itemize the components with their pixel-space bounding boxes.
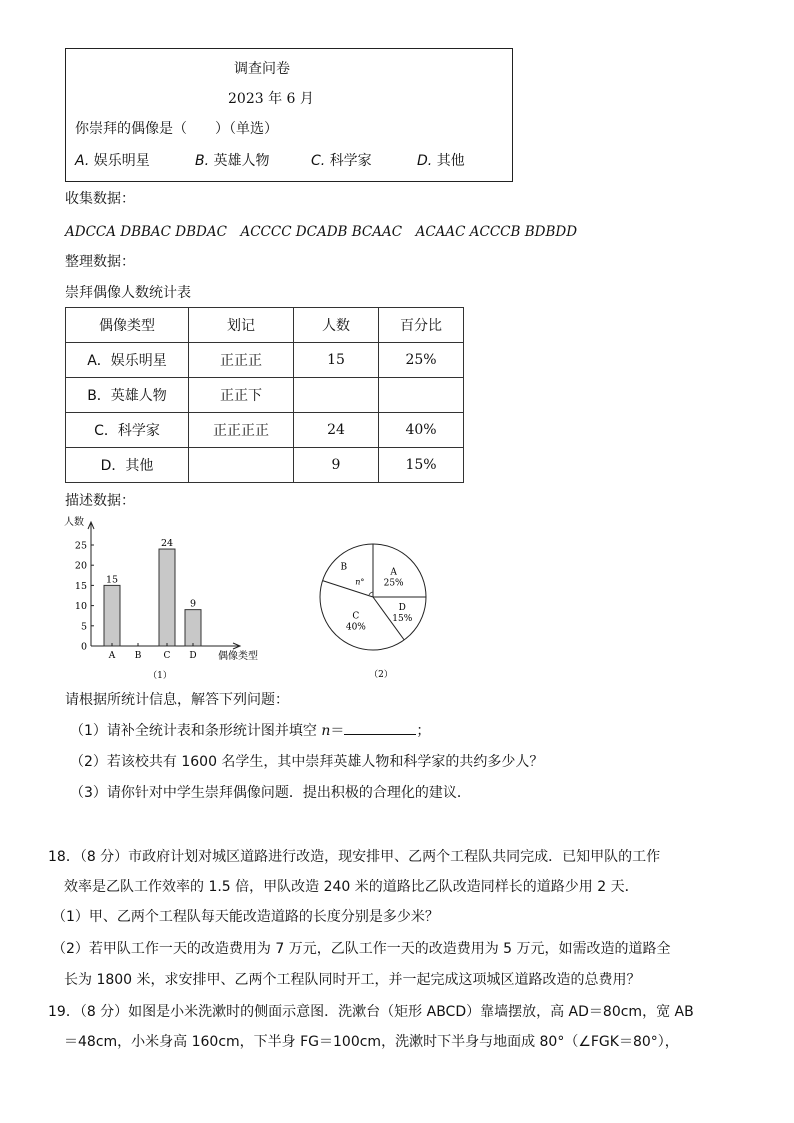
bar-data-label: 9 (189, 598, 197, 610)
problem-18-sub-2-line-1: （2）若甲队工作一天的改造费用为 7 万元，乙队工作一天的改造费用为 5 万元，如需改造的道路全 (52, 941, 671, 957)
pie-slice-value: 15% (392, 613, 413, 624)
bar-data-label: 24 (160, 538, 174, 550)
pie-chart (310, 522, 450, 682)
x-tick-label: C (163, 651, 171, 661)
pie-slice-value: n° (355, 577, 365, 587)
survey-option-d: D. 其他 (417, 153, 465, 169)
type-cell: A．娱乐明星 (66, 343, 189, 378)
pie-slice-value: 25% (383, 578, 404, 589)
problem-18-line-1: 18．（8 分）市政府计划对城区道路进行改造，现安排甲、乙两个工程队共同完成．已知甲队的工作 (48, 849, 661, 865)
count-cell: 15 (294, 343, 379, 378)
percent-cell (379, 378, 464, 413)
pie-slice-label: D (398, 602, 406, 613)
table-row (66, 448, 464, 483)
y-tick-label: 0 (80, 641, 87, 653)
type-cell: C．科学家 (66, 413, 189, 448)
problem-18-line-2: 效率是乙队工作效率的 1.5 倍，甲队改造 240 米的道路比乙队改造同样长的道路少用 2 天． (64, 879, 639, 895)
tally-cell: 正正正正 (189, 413, 294, 448)
collect-heading: 收集数据： (65, 191, 135, 207)
problem-18-sub-2-line-2: 长为 1800 米，求安排甲、乙两个工程队同时开工，并一起完成这项城区道路改造的总费用？ (64, 972, 641, 988)
bar (185, 610, 201, 646)
table-row (66, 413, 464, 448)
percent-cell: 40% (379, 413, 464, 448)
tally-cell: 正正下 (189, 378, 294, 413)
problem-19-line-2: ＝48cm，小米身高 160cm，下半身 FG＝100cm，洗漱时下半身与地面成 80°（∠FGK＝80°）， (64, 1034, 679, 1050)
survey-option-c: C. 科学家 (311, 153, 372, 169)
type-cell: D．其他 (66, 448, 189, 483)
y-tick-label: 5 (80, 621, 87, 633)
tally-cell (189, 448, 294, 483)
y-axis-label: 人数 (64, 517, 84, 528)
header-cell: 划记 (189, 308, 294, 343)
bar (104, 585, 120, 646)
question-3: （3）请你针对中学生崇拜偶像问题．提出积极的合理化的建议． (70, 785, 471, 801)
pie-slice-label: B (340, 562, 348, 573)
organize-heading: 整理数据： (65, 254, 135, 270)
count-cell: 24 (294, 413, 379, 448)
x-tick-label: D (189, 651, 197, 661)
pie-chart-caption: （2） (369, 670, 393, 680)
questions-intro: 请根据所统计信息，解答下列问题： (65, 692, 289, 708)
table-row (66, 378, 464, 413)
survey-option-a: A. 娱乐明星 (75, 153, 150, 169)
header-cell: 人数 (294, 308, 379, 343)
percent-cell: 15% (379, 448, 464, 483)
problem-18-sub-1: （1）甲、乙两个工程队每天能改造道路的长度分别是多少米？ (52, 909, 439, 925)
y-tick-label: 20 (74, 560, 87, 572)
question-1: （1）请补全统计表和条形统计图并填空 n＝ ； (70, 720, 430, 740)
answer-blank[interactable] (344, 720, 416, 735)
x-tick-label: B (134, 651, 142, 661)
problem-19-line-1: 19．（8 分）如图是小米洗漱时的侧面示意图．洗漱台（矩形 ABCD）靠墙摆放，高 AD＝80cm，宽 AB (48, 1004, 694, 1020)
describe-heading: 描述数据： (65, 493, 135, 509)
header-cell: 偶像类型 (66, 308, 189, 343)
question-2: （2）若该校共有 1600 名学生，其中崇拜英雄人物和科学家的共约多少人？ (70, 754, 544, 770)
pie-slice-label: A (390, 567, 397, 578)
bar-chart (60, 512, 275, 684)
type-cell: B．英雄人物 (66, 378, 189, 413)
bar-chart-caption: （1） (148, 671, 172, 681)
collect-data-line: ADCCA DBBAC DBDAC ACCCC DCADB BCAAC ACAAC ACCCB BDBDD (65, 224, 578, 240)
y-tick-label: 25 (74, 540, 87, 552)
table-row (66, 343, 464, 378)
header-cell: 百分比 (379, 308, 464, 343)
y-tick-label: 15 (74, 580, 87, 592)
table-title: 崇拜偶像人数统计表 (65, 285, 191, 301)
count-cell (294, 378, 379, 413)
pie-slice-label: C (352, 611, 360, 622)
survey-date: 2023 年 6 月 (228, 91, 314, 107)
bar (159, 549, 175, 646)
x-axis-label: 偶像类型 (218, 651, 258, 662)
pie-slice-value: 40% (345, 622, 366, 633)
y-tick-label: 10 (74, 601, 87, 613)
count-cell: 9 (294, 448, 379, 483)
bar-data-label: 15 (105, 574, 119, 586)
x-tick-label: A (108, 651, 116, 661)
percent-cell: 25% (379, 343, 464, 378)
tally-cell: 正正正 (189, 343, 294, 378)
statistics-table (65, 307, 464, 483)
survey-title: 调查问卷 (234, 61, 290, 77)
survey-question: 你崇拜的偶像是（ ）（单选） (75, 121, 278, 137)
survey-option-b: B. 英雄人物 (195, 153, 270, 169)
table-header-row (66, 308, 464, 343)
